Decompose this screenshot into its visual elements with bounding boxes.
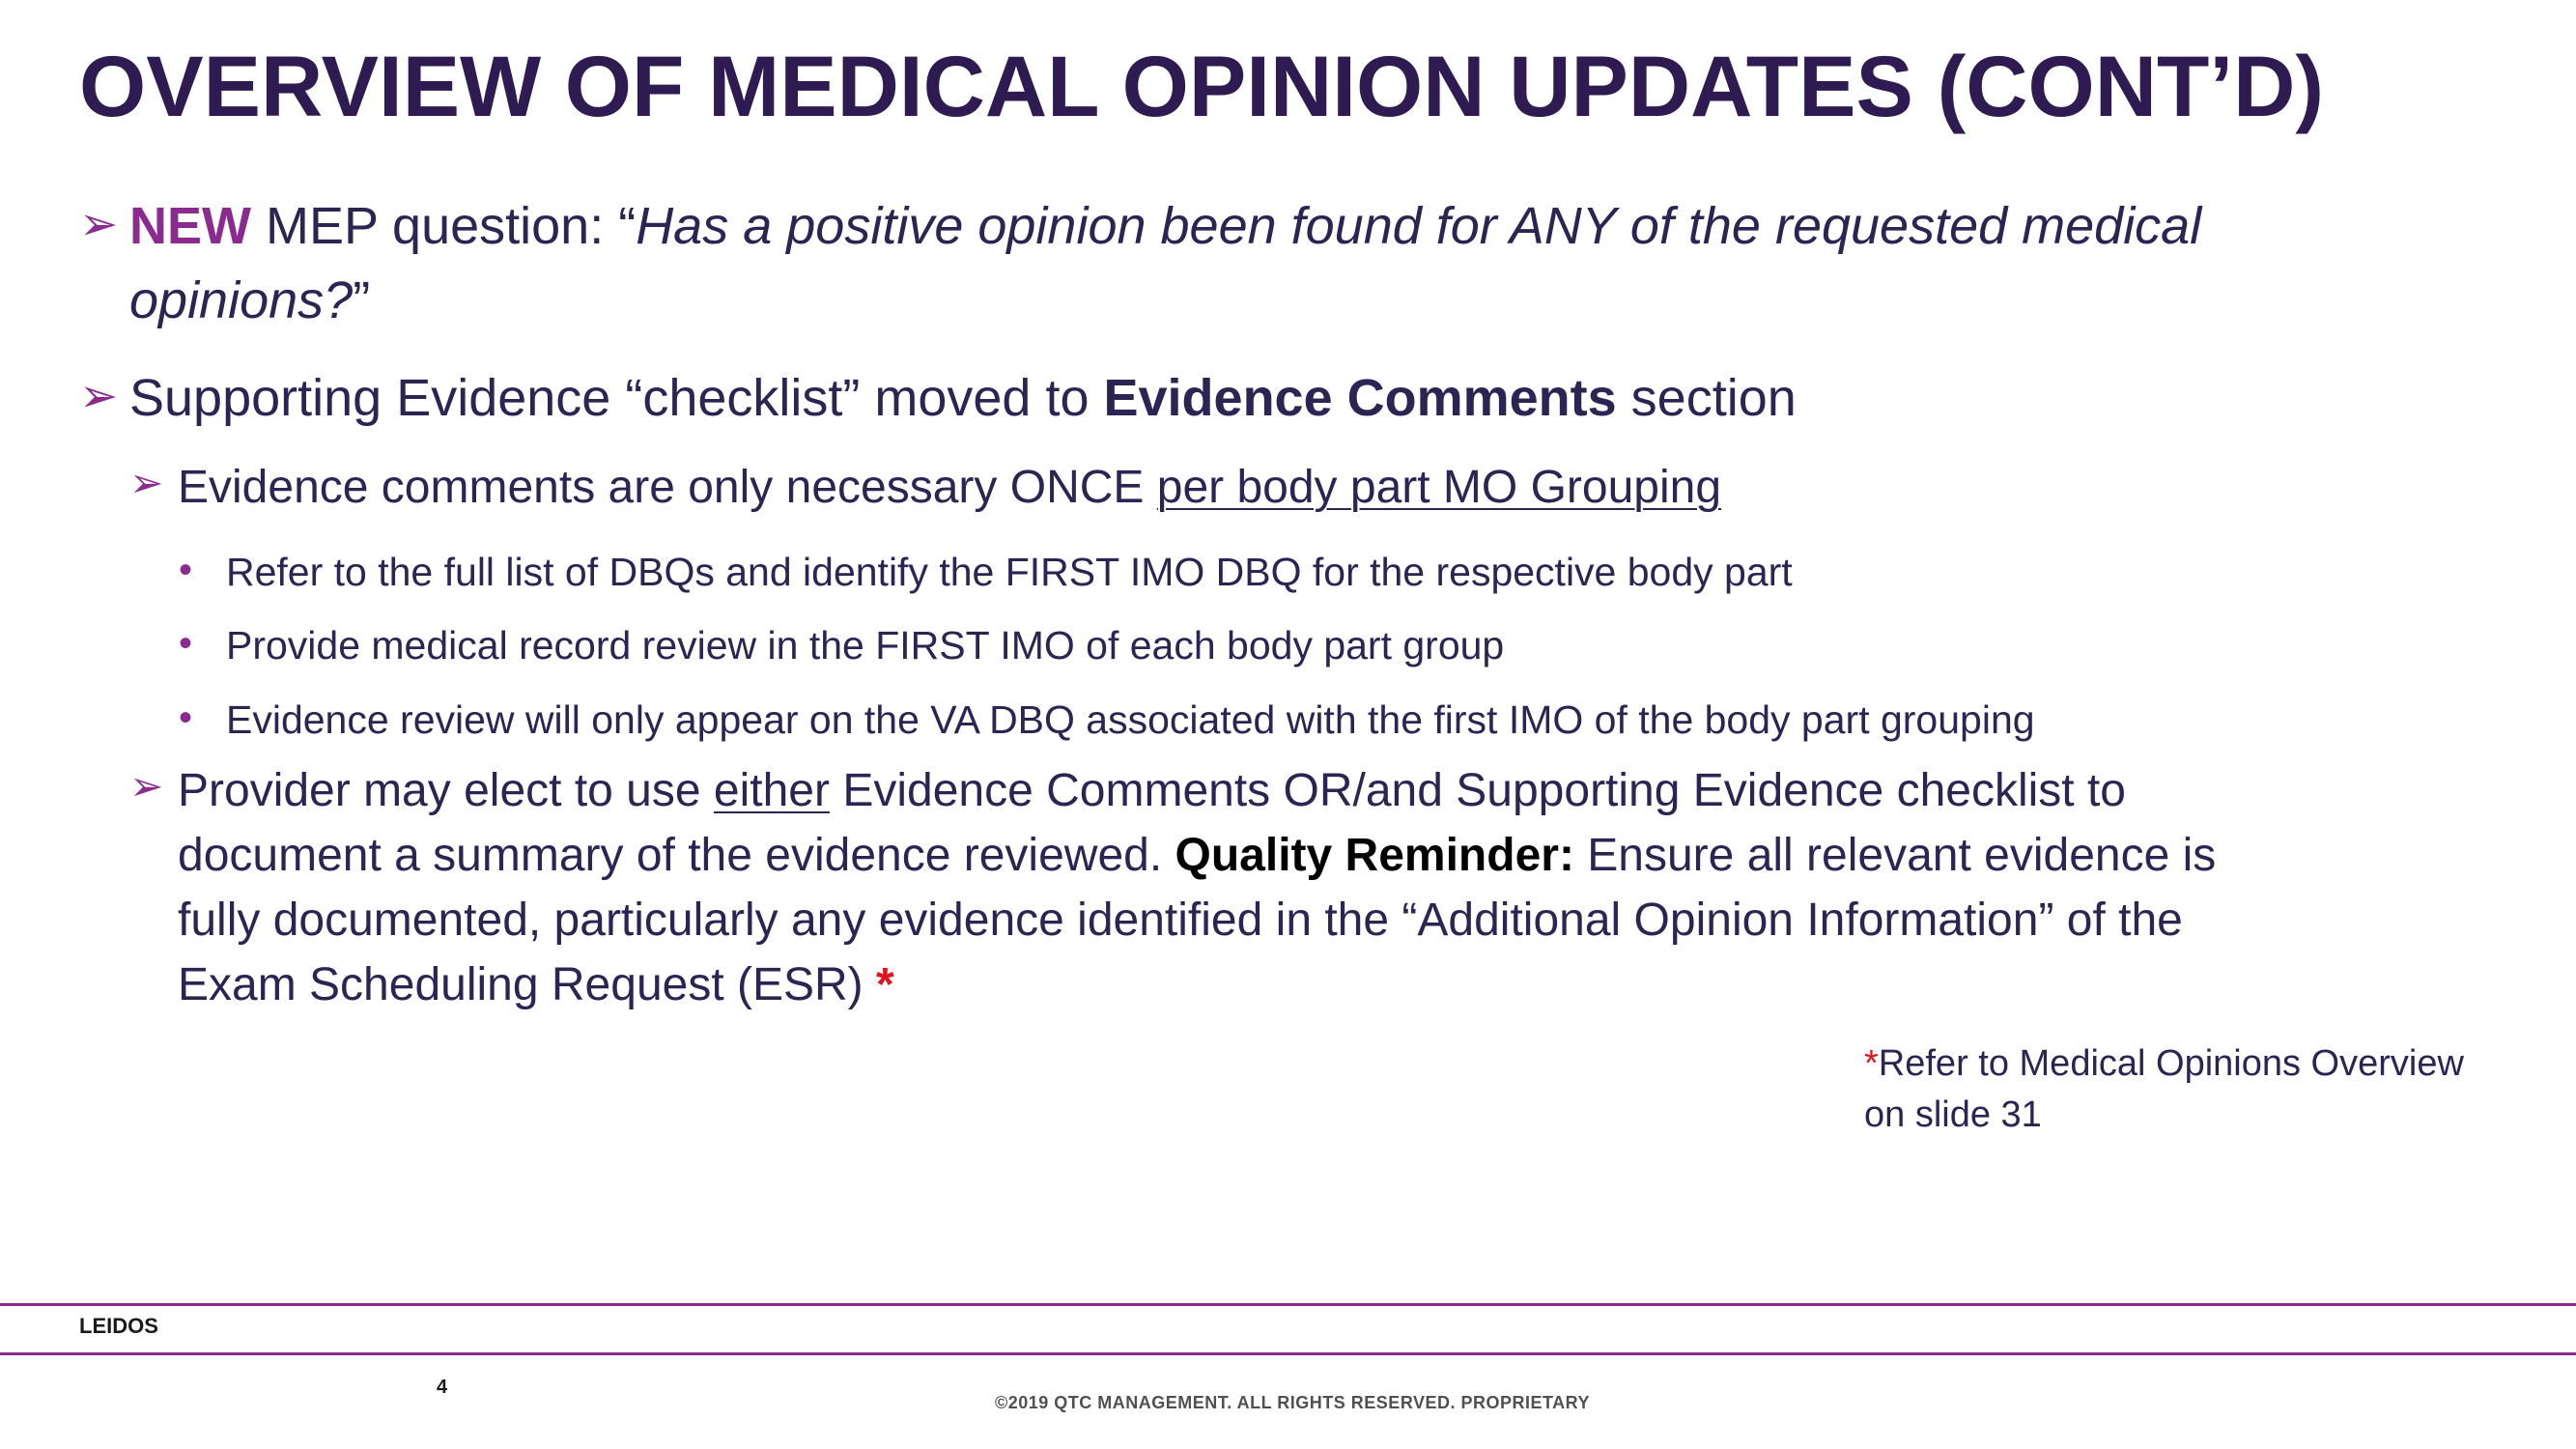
sub2-line2-tail: Ensure all relevant evidence is bbox=[1573, 830, 2217, 881]
arrow-bullet-icon: ➢ bbox=[129, 763, 164, 809]
bullet1-lead: MEP question: “ bbox=[250, 197, 637, 255]
bullet2-lead: Supporting Evidence “checklist” moved to bbox=[129, 369, 1104, 427]
dot-bullet-icon: • bbox=[179, 622, 193, 665]
footnote-line2: on slide 31 bbox=[1864, 1094, 2042, 1135]
sub2-line1-lead: Provider may elect to use bbox=[178, 765, 714, 816]
quality-reminder-label: Quality Reminder: bbox=[1175, 830, 1574, 881]
sub1-lead: Evidence comments are only necessary ONCE bbox=[178, 462, 1157, 513]
copyright-notice: ©2019 QTC MANAGEMENT. ALL RIGHTS RESERVED. PROPRIETARY bbox=[995, 1393, 1591, 1412]
footnote-asterisk: * bbox=[1864, 1043, 1879, 1084]
slide-title: OVERVIEW OF MEDICAL OPINION UPDATES (CONT’D) bbox=[79, 38, 2324, 134]
footer-bottom-rule bbox=[0, 1352, 2576, 1355]
sub2-line3: fully documented, particularly any evidence identified in the “Additional Opinion Information” of the bbox=[178, 895, 2183, 946]
bullet2-bold: Evidence Comments bbox=[1103, 369, 1617, 427]
sub1-underlined: per body part MO Grouping bbox=[1156, 462, 1722, 513]
arrow-bullet-icon: ➢ bbox=[79, 371, 119, 422]
footnote-line1: Refer to Medical Opinions Overview bbox=[1878, 1043, 2464, 1084]
sub2-line2-lead: document a summary of the evidence reviewed. bbox=[178, 830, 1175, 881]
bullet2-tail: section bbox=[1616, 369, 1797, 427]
bullet1-close-quote: ” bbox=[353, 271, 371, 329]
arrow-bullet-icon: ➢ bbox=[129, 460, 164, 505]
dot-bullet-text: Provide medical record review in the FIRST IMO of each body part group bbox=[226, 623, 1505, 668]
footer-top-rule bbox=[0, 1303, 2576, 1306]
dot-bullet-icon: • bbox=[179, 549, 193, 591]
bullet1-question-line1: Has a positive opinion been found for ANY of the requested medical bbox=[636, 197, 2202, 255]
sub2-line1-tail: Evidence Comments OR/and Supporting Evidence checklist to bbox=[829, 765, 2126, 816]
dot-bullet-text: Refer to the full list of DBQs and identify the FIRST IMO DBQ for the respective body part bbox=[226, 550, 1793, 594]
dot-bullet-icon: • bbox=[179, 696, 193, 739]
asterisk-marker: * bbox=[876, 959, 894, 1010]
sub2-line1-underlined: either bbox=[713, 765, 830, 816]
bullet1-question-line2: opinions? bbox=[129, 271, 354, 329]
arrow-bullet-icon: ➢ bbox=[79, 199, 119, 250]
sub2-line4: Exam Scheduling Request (ESR) bbox=[178, 959, 876, 1010]
page-number: 4 bbox=[437, 1377, 448, 1398]
dot-bullet-text: Evidence review will only appear on the VA DBQ associated with the first IMO of the body part grouping bbox=[226, 697, 2035, 742]
company-name: LEIDOS bbox=[79, 1314, 158, 1338]
footnote bbox=[1864, 1038, 2464, 1141]
new-label: NEW bbox=[129, 197, 251, 255]
